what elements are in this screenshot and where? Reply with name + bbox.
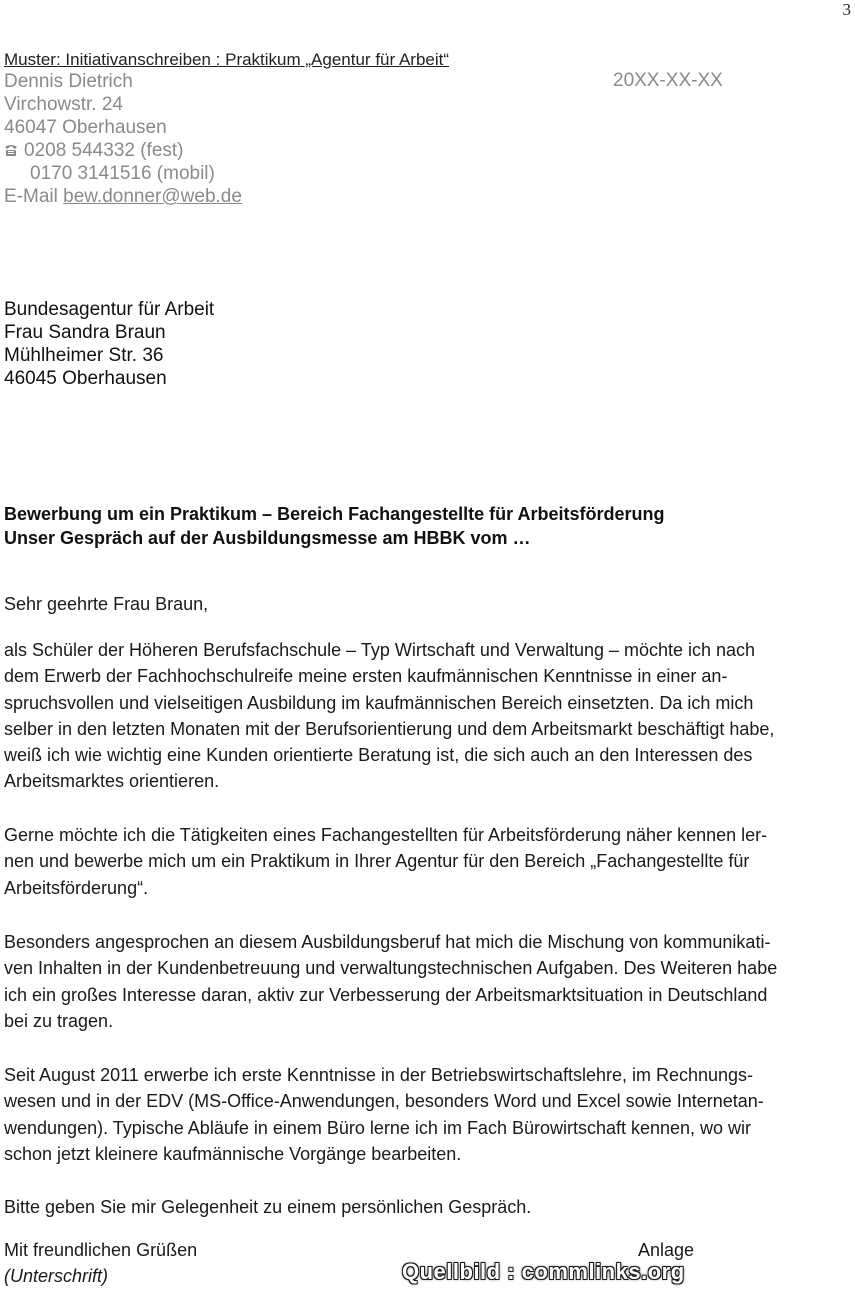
paragraph-line: Arbeitsmarktes orientieren.: [4, 771, 220, 792]
paragraph-line: Arbeitsförderung“.: [4, 877, 149, 898]
paragraph-line: schon jetzt kleinere kaufmännische Vorgänge bearbeiten.: [4, 1143, 462, 1164]
template-title: Muster: Initiativanschreiben : Praktikum „Agentur für Arbeit“: [4, 50, 450, 69]
paragraph-line: bei zu tragen.: [4, 1010, 114, 1031]
email-label: E-Mail: [4, 186, 58, 207]
sender-phone-fixed: [4, 139, 184, 162]
source-watermark: Quellbild : commlinks.org: [402, 1259, 685, 1284]
recipient-city: 46045 Oberhausen: [4, 368, 167, 389]
letter-date: 20XX-XX-XX: [613, 70, 723, 91]
paragraph-4: [4, 1062, 855, 1167]
email-link[interactable]: bew.donner@web.de: [63, 186, 242, 207]
paragraph-3: [4, 929, 855, 1034]
sender-city: 46047 Oberhausen: [4, 117, 167, 138]
sender-email: [4, 185, 242, 208]
recipient-street: Mühlheimer Str. 36: [4, 345, 164, 366]
page-number: 3: [842, 0, 851, 19]
paragraph-line: spruchsvollen und vielseitigen Ausbildung im kaufmännischen Bereich einsetzten. Da ich mich: [4, 692, 754, 713]
enclosure: Anlage: [638, 1240, 695, 1260]
paragraph-line: Seit August 2011 erwerbe ich erste Kenntnisse in der Betriebswirtschaftslehre, im Rechnungs-: [4, 1065, 754, 1085]
paragraph-line: Bitte geben Sie mir Gelegenheit zu einem persönlichen Gespräch.: [4, 1197, 532, 1217]
sender-street: Virchowstr. 24: [4, 94, 123, 115]
paragraph-line: nen und bewerbe mich um ein Praktikum in Ihrer Agentur für den Bereich „Fachangestellte für: [4, 851, 750, 872]
paragraph-line: ich ein großes Interesse daran, aktiv zur Verbesserung der Arbeitsmarktsituation in Deutschland: [4, 984, 768, 1005]
closing: Mit freundlichen Grüßen: [4, 1240, 198, 1260]
paragraph-line: ven Inhalten in der Kundenbetreuung und verwaltungstechnischen Aufgaben. Des Weiteren habe: [4, 958, 778, 979]
subject-line-2: Unser Gespräch auf der Ausbildungsmesse am HBBK vom …: [4, 528, 531, 548]
recipient-person: Frau Sandra Braun: [4, 322, 166, 343]
paragraph-line: als Schüler der Höheren Berufsfachschule – Typ Wirtschaft und Verwaltung – möchte ich nach: [4, 640, 756, 660]
recipient-org: Bundesagentur für Arbeit: [4, 299, 215, 320]
paragraph-line: dem Erwerb der Fachhochschulreife meine ersten kaufmännischen Kenntnisse in einer an-: [4, 666, 728, 687]
paragraph-line: wesen und in der EDV (MS-Office-Anwendungen, besonders Word und Excel sowie Internetan-: [4, 1091, 764, 1112]
paragraph-line: Besonders angesprochen an diesem Ausbildungsberuf hat mich die Mischung von kommunikati-: [4, 932, 771, 952]
signature: (Unterschrift): [4, 1266, 109, 1286]
sender-phone-mobile: 0170 3141516 (mobil): [30, 163, 215, 184]
paragraph-2: [4, 822, 855, 901]
paragraph-line: wendungen). Typische Abläufe in einem Büro lerne ich im Fach Bürowirtschaft kennen, wo wir: [4, 1117, 752, 1138]
salutation: Sehr geehrte Frau Braun,: [4, 594, 209, 614]
phone-fixed-text: 0208 544332 (fest): [24, 140, 184, 161]
subject-line-1: Bewerbung um ein Praktikum – Bereich Fachangestellte für Arbeitsförderung: [4, 504, 665, 524]
paragraph-1: [4, 637, 855, 795]
sender-name: Dennis Dietrich: [4, 71, 133, 92]
paragraph-line: Gerne möchte ich die Tätigkeiten eines Fachangestellten für Arbeitsförderung näher kennen ler-: [4, 825, 768, 845]
paragraph-5: [4, 1194, 855, 1220]
paragraph-line: selber in den letzten Monaten mit der Berufsorientierung und dem Arbeitsmarkt beschäftigt habe,: [4, 718, 775, 739]
telephone-icon: [4, 143, 18, 157]
paragraph-line: weiß ich wie wichtig eine Kunden orientierte Beratung ist, die sich auch an den Interessen des: [4, 745, 753, 766]
